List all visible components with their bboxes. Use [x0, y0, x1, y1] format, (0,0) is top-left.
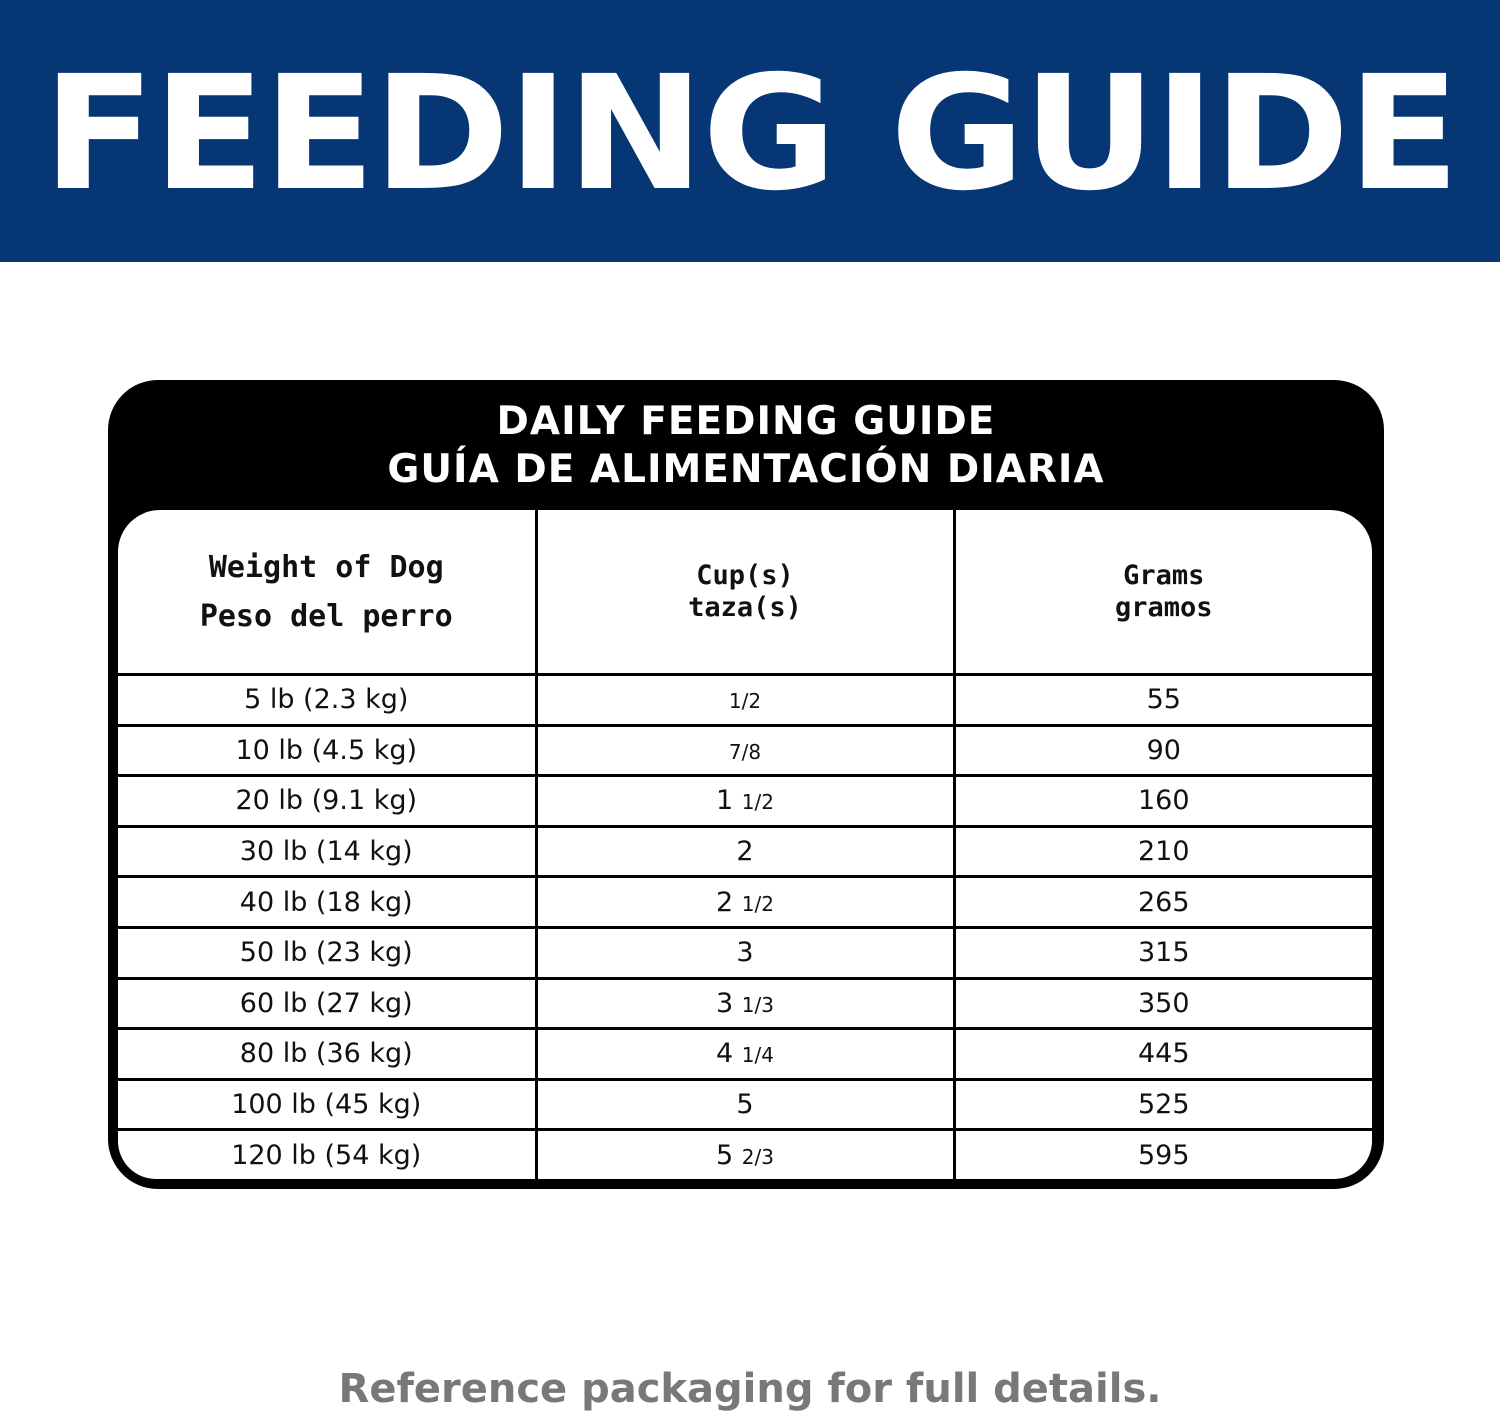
table-row: [118, 776, 1372, 827]
card-title: [108, 398, 1384, 494]
grams-cell: 210: [954, 826, 1372, 877]
column-header-cups-en: Cup(s): [696, 559, 794, 591]
table-row: [118, 826, 1372, 877]
grams-cell: 350: [954, 978, 1372, 1029]
cups-cell: [536, 1079, 954, 1130]
feeding-table-container: [118, 510, 1372, 1179]
column-header-grams: [954, 510, 1372, 675]
weight-cell: 30 lb (14 kg): [118, 826, 536, 877]
cups-cell: [536, 725, 954, 776]
cups-fraction: 1/4: [741, 1043, 774, 1068]
grams-cell: 55: [954, 675, 1372, 726]
cups-cell: [536, 927, 954, 978]
table-row: [118, 1029, 1372, 1080]
header-banner: [0, 0, 1500, 262]
page-title: FEEDING GUIDE: [42, 42, 1458, 226]
cups-fraction: 1/3: [741, 992, 774, 1017]
cups-cell: [536, 1130, 954, 1179]
cups-cell: [536, 978, 954, 1029]
cups-cell: [536, 776, 954, 827]
column-header-cups: [536, 510, 954, 675]
cups-cell: [536, 1029, 954, 1080]
grams-cell: 160: [954, 776, 1372, 827]
card-title-spanish: GUÍA DE ALIMENTACIÓN DIARIA: [387, 447, 1105, 492]
column-header-weight: [118, 510, 536, 675]
column-header-grams-es: gramos: [1114, 591, 1213, 623]
cups-whole: 2: [736, 836, 754, 868]
cups-whole: 4: [716, 1038, 734, 1070]
cups-whole: 3: [716, 987, 734, 1019]
table-row: [118, 725, 1372, 776]
cups-whole: 5: [736, 1089, 754, 1121]
cups-fraction: 2/3: [741, 1144, 774, 1169]
weight-cell: 50 lb (23 kg): [118, 927, 536, 978]
cups-fraction: 1/2: [741, 790, 774, 815]
grams-cell: 525: [954, 1079, 1372, 1130]
footer-note: Reference packaging for full details.: [338, 1366, 1162, 1412]
feeding-guide-card: [108, 380, 1384, 1189]
weight-cell: 60 lb (27 kg): [118, 978, 536, 1029]
column-header-weight-es: Peso del perro: [199, 598, 453, 634]
cups-fraction: 1/2: [728, 689, 762, 714]
cups-cell: [536, 877, 954, 928]
weight-cell: 80 lb (36 kg): [118, 1029, 536, 1080]
grams-cell: 315: [954, 927, 1372, 978]
grams-cell: 90: [954, 725, 1372, 776]
weight-cell: 20 lb (9.1 kg): [118, 776, 536, 827]
column-header-cups-es: taza(s): [688, 591, 802, 623]
cups-cell: [536, 675, 954, 726]
table-row: [118, 1079, 1372, 1130]
feeding-table: [118, 510, 1372, 1179]
cups-fraction: 1/2: [741, 891, 774, 916]
weight-cell: 40 lb (18 kg): [118, 877, 536, 928]
card-title-english: DAILY FEEDING GUIDE: [496, 399, 996, 444]
grams-cell: 595: [954, 1130, 1372, 1179]
table-row: [118, 978, 1372, 1029]
table-row: [118, 1130, 1372, 1179]
cups-whole: 5: [716, 1139, 734, 1171]
table-row: [118, 877, 1372, 928]
cups-whole: 1: [716, 785, 734, 817]
weight-cell: 5 lb (2.3 kg): [118, 675, 536, 726]
grams-cell: 445: [954, 1029, 1372, 1080]
cups-whole: 3: [736, 937, 754, 969]
weight-cell: 10 lb (4.5 kg): [118, 725, 536, 776]
cups-cell: [536, 826, 954, 877]
table-header-row: [118, 510, 1372, 675]
table-row: [118, 675, 1372, 726]
cups-whole: 2: [716, 886, 734, 918]
column-header-grams-en: Grams: [1123, 559, 1205, 591]
weight-cell: 100 lb (45 kg): [118, 1079, 536, 1130]
weight-cell: 120 lb (54 kg): [231, 1139, 422, 1171]
grams-cell: 265: [954, 877, 1372, 928]
column-header-weight-en: Weight of Dog: [208, 549, 444, 585]
cups-fraction: 7/8: [728, 739, 762, 764]
table-row: [118, 927, 1372, 978]
